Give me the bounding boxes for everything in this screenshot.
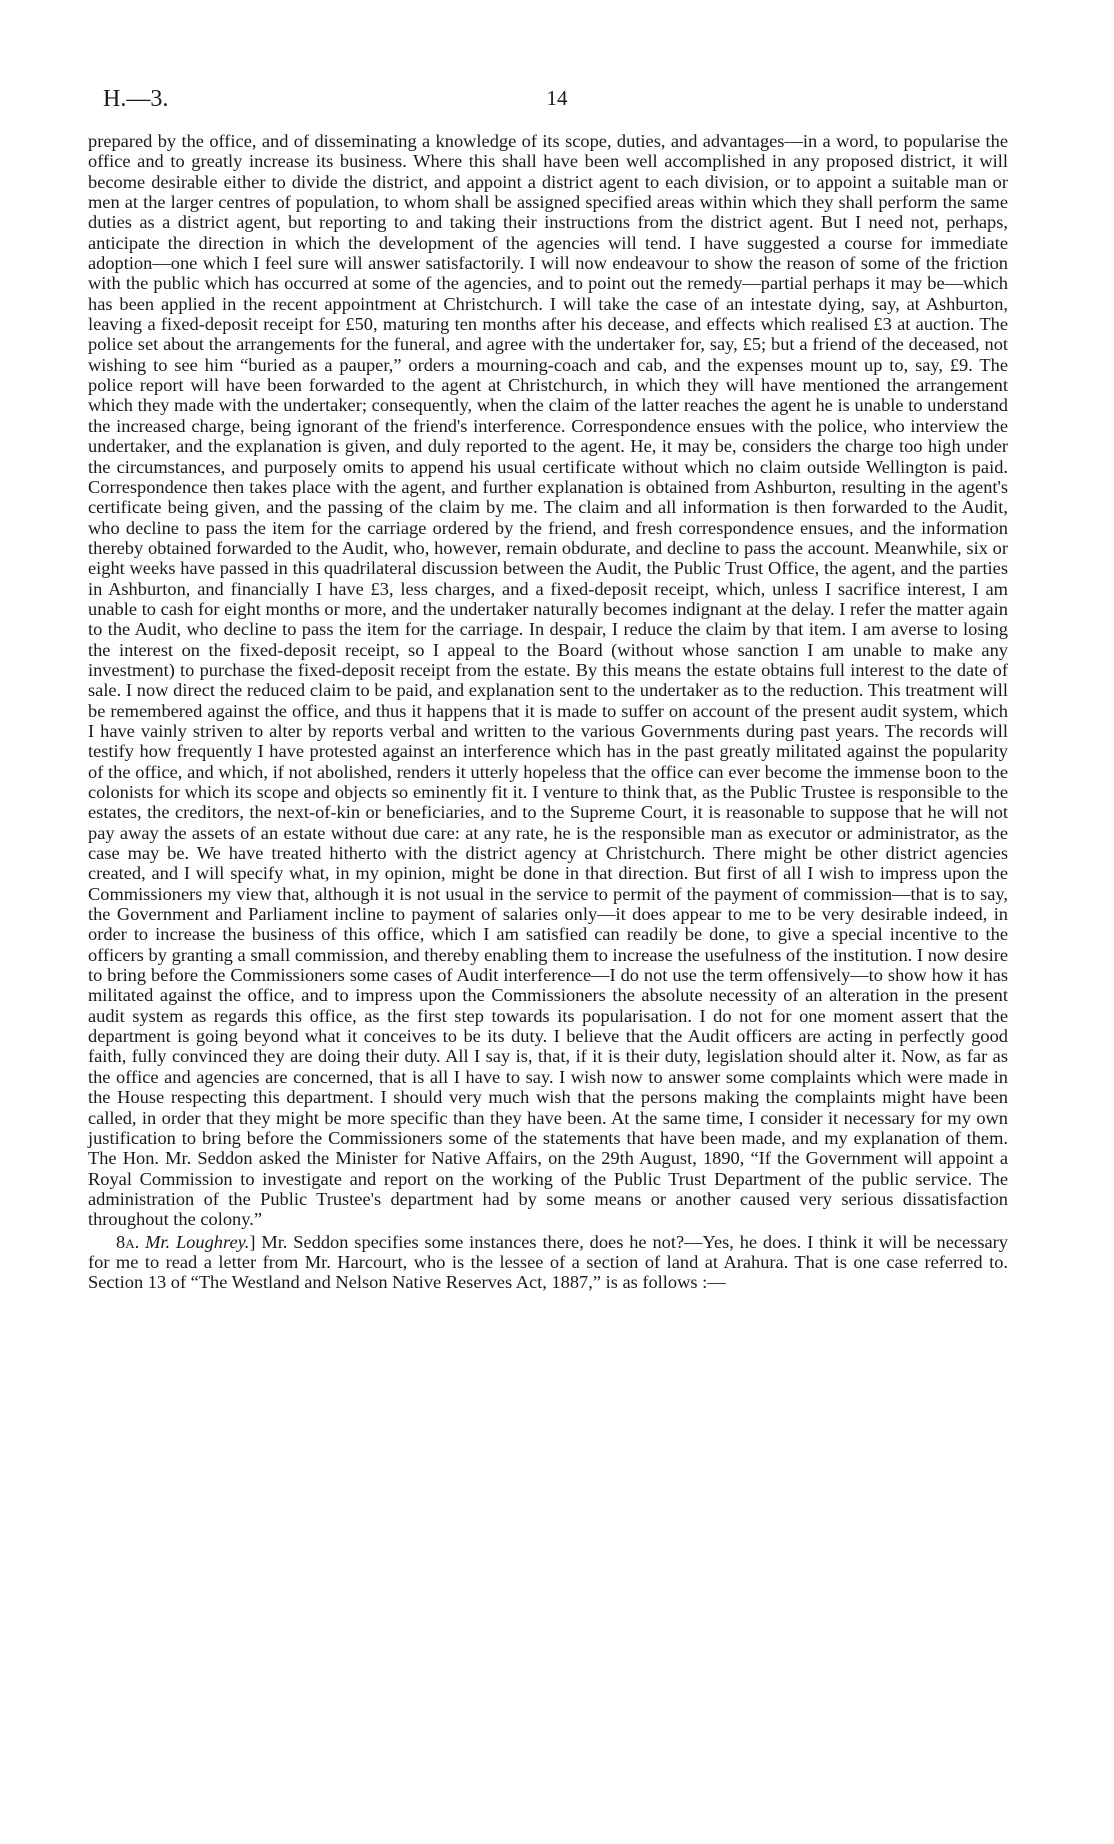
page-number: 14 xyxy=(546,86,568,110)
question-text: ] Mr. Seddon specifies some instances there, does he not?—Yes, he does. I think it will be necessary for me to read a letter from Mr. Harcourt, who is the lessee of a section of land at Arahura. That is one case referred to. Section 13 of “The Westland and Nelson Native Reserves Act, 1887,” is as follows :— xyxy=(88,1231,1008,1293)
page-header xyxy=(103,86,1011,116)
document-reference: H.—3. xyxy=(103,86,169,112)
main-paragraph: prepared by the office, and of disseminating a knowledge of its scope, duties, and advantages—in a word, to popularise the office and to greatly increase its business. Where this shall have been well accomplished in any proposed district, it will become desirable either to divide the district, and appoint a district agent to each division, or to appoint a suitable man or men at the larger centres of population, to whom shall be assigned specified areas within which they shall perform the same duties as a district agent, but reporting to and taking their instructions from the district agent. But I need not, perhaps, anticipate the direction in which the development of the agencies will tend. I have suggested a course for immediate adoption—one which I feel sure will answer satisfactorily. I will now endeavour to show the reason of some of the friction with the public which has occurred at some of the agencies, and to point out the remedy—partial perhaps it may be—which has been applied in the recent appointment at Christchurch. I will take the case of an intestate dying, say, at Ashburton, leaving a fixed-deposit receipt for £50, maturing ten months after his decease, and effects which realised £3 at auction. The police set about the arrangements for the funeral, and agree with the undertaker for, say, £5; but a friend of the deceased, not wishing to see him “buried as a pauper,” orders a mourning-coach and cab, and the expenses mount up to, say, £9. The police report will have been forwarded to the agent at Christchurch, in which they will have mentioned the arrangement which they made with the undertaker; consequently, when the claim of the latter reaches the agent he is unable to understand the increased charge, being ignorant of the friend's interference. Correspondence ensues with the police, who interview the undertaker, and the explanation is given, and duly reported to the agent. He, it may be, considers the charge too high under the circumstances, and purposely omits to append his usual certificate without which no claim outside Wellington is paid. Correspondence then takes place with the agent, and further explanation is obtained from Ashburton, resulting in the agent's certificate being given, and the passing of the claim by me. The claim and all information is then forwarded to the Audit, who decline to pass the item for the carriage ordered by the friend, and fresh correspondence ensues, and the information thereby obtained forwarded to the Audit, who, however, remain obdurate, and decline to pass the account. Meanwhile, six or eight weeks have passed in this quadrilateral discussion between the Audit, the Public Trust Office, the agent, and the parties in Ashburton, and financially I have £3, less charges, and a fixed-deposit receipt, which, unless I sacrifice interest, I am unable to cash for eight months or more, and the undertaker naturally becomes indignant at the delay. I refer the matter again to the Audit, who decline to pass the item for the carriage. In despair, I reduce the claim by that item. I am averse to losing the interest on the fixed-deposit receipt, so I appeal to the Board (without whose sanction I am unable to make any investment) to purchase the fixed-deposit receipt from the estate. By this means the estate obtains full interest to the date of sale. I now direct the reduced claim to be paid, and explanation sent to the undertaker as to the reduction. This treatment will be remembered against the office, and thus it happens that it is made to suffer on account of the present audit system, which I have vainly striven to alter by reports verbal and written to the various Governments during past years. The records will testify how frequently I have protested against an interference which has in the past greatly militated against the popularity of the office, and which, if not abolished, renders it utterly hopeless that the office can ever become the immense boon to the colonists for which its scope and objects so eminently fit it. I venture to think that, as the Public Trustee is responsible to the estates, the creditors, the next-of-kin or beneficiaries, and to the Supreme Court, it is reasonable to suppose that he will not pay away the assets of an estate without due care: at any rate, he is the responsible man as executor or administrator, as the case may be. We have treated hitherto with the district agency at Christchurch. There might be other district agencies created, and I will specify what, in my opinion, might be done in that direction. But first of all I wish to impress upon the Commissioners my view that, although it is not usual in the service to permit of the payment of commission—that is to say, the Government and Parliament incline to payment of salaries only—it does appear to me to be very desirable indeed, in order to increase the business of this office, which I am satisfied can readily be done, to give a special incentive to the officers by granting a small commission, and thereby enabling them to increase the usefulness of the institution. I now desire to bring before the Commissioners some cases of Audit interference—I do not use the term offensively—to show how it has militated against the office, and to impress upon the Commissioners the absolute necessity of an alteration in the present audit system as regards this office, as the first step towards its popularisation. I do not for one moment assert that the department is going beyond what it conceives to be its duty. I believe that the Audit officers are acting in perfectly good faith, fully convinced they are doing their duty. All I say is, that, if it is their duty, legislation should alter it. Now, as far as the office and agencies are concerned, that is all I have to say. I wish now to answer some complaints which were made in the House respecting this department. I should very much wish that the persons making the complaints might have been called, in order that they might be more specific than they have been. At the same time, I consider it necessary for my own justification to bring before the Commissioners some of the statements that have been made, and my explanation of them. The Hon. Mr. Seddon asked the Minister for Native Affairs, on the 29th August, 1890, “If the Government will appoint a Royal Commission to investigate and report on the working of the Public Trust Department of the public service. The administration of the Public Trustee's department had by some means or another caused very serious dissatisfaction throughout the colony.” xyxy=(88,131,1008,1230)
question-answer-paragraph xyxy=(88,1232,1008,1293)
question-speaker: Mr. Loughrey. xyxy=(145,1231,250,1252)
question-number: 8a. xyxy=(116,1231,140,1252)
body-text xyxy=(88,131,1008,1293)
